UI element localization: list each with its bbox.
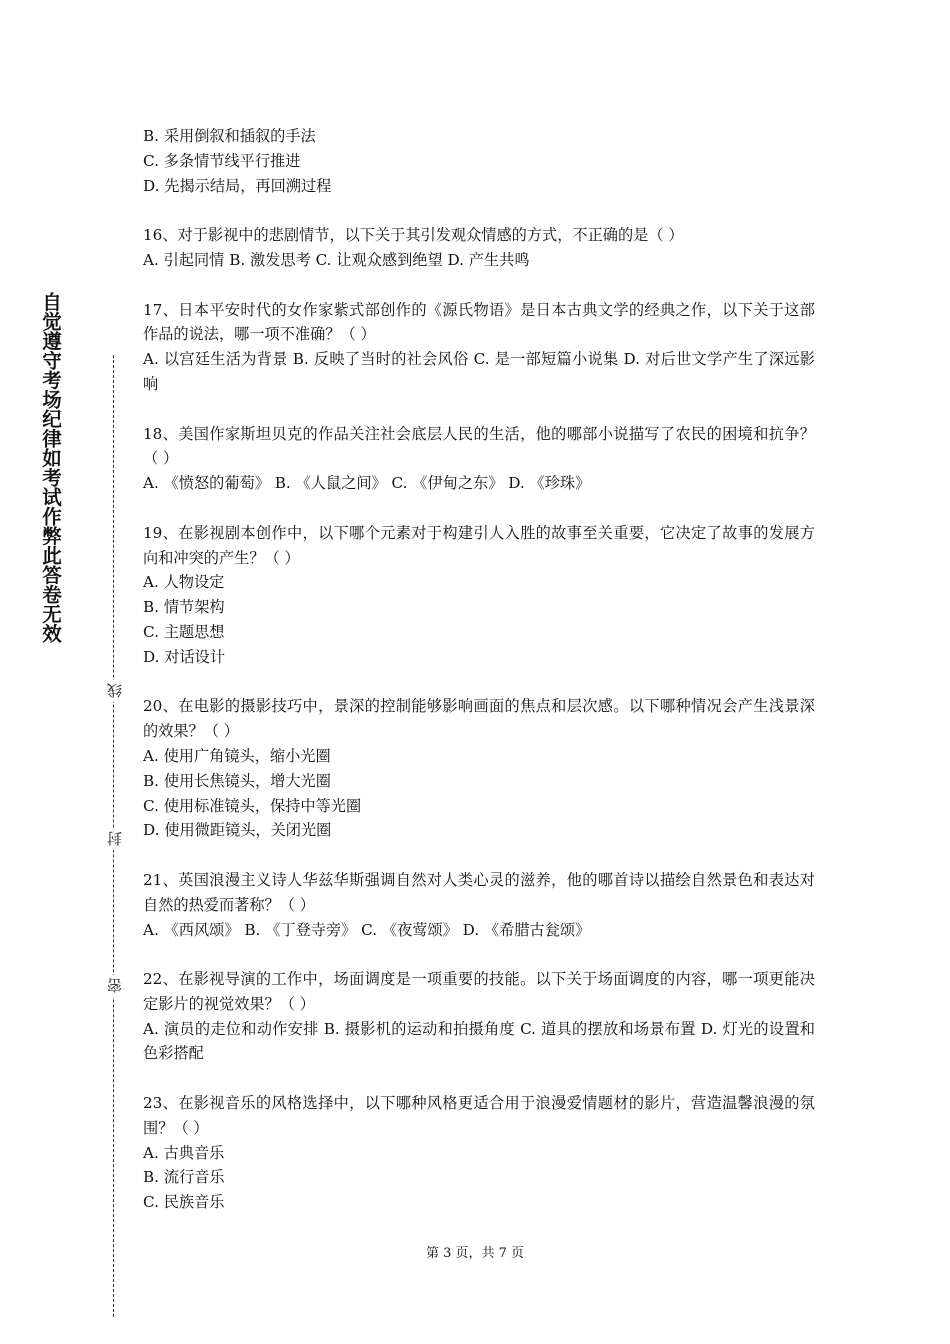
option: C. 民族音乐 <box>143 1193 225 1212</box>
binding-label-line: 线 <box>104 680 124 702</box>
option: A. 人物设定 <box>143 573 225 592</box>
binding-label-seal: 封 <box>104 828 124 850</box>
question-23 <box>143 1091 815 1215</box>
question-20 <box>143 694 815 843</box>
question-text: 16、对于影视中的悲剧情节，以下关于其引发观众情感的方式，不正确的是（ ） <box>143 226 684 245</box>
option: B. 情节架构 <box>143 598 225 617</box>
question-text: 19、在影视剧本创作中，以下哪个元素对于构建引人入胜的故事至关重要，它决定了故事的发展方向和冲突的产生？（ ） <box>143 523 815 567</box>
question-text: 23、在影视音乐的风格选择中，以下哪种风格更适合用于浪漫爱情题材的影片，营造温馨浪漫的氛围？（ ） <box>143 1094 815 1137</box>
option: A. 使用广角镜头，缩小光圈 <box>143 746 331 765</box>
option: D. 先揭示结局，再回溯过程 <box>143 176 332 195</box>
exam-warning-text: 自觉遵守考场纪律如考试作弊此答卷无效 <box>39 292 62 643</box>
question-text: 22、在影视导演的工作中，场面调度是一项重要的技能。以下关于场面调度的内容，哪一项更能决定影片的视觉效果？（ ） <box>143 970 815 1013</box>
option: B. 流行音乐 <box>143 1168 225 1187</box>
question-21 <box>143 868 815 942</box>
question-18 <box>143 422 815 496</box>
question-text: 18、美国作家斯坦贝克的作品关注社会底层人民的生活，他的哪部小说描写了农民的困境和抗争？（ ） <box>143 424 815 468</box>
question-options: A. 引起同情 B. 激发思考 C. 让观众感到绝望 D. 产生共鸣 <box>143 250 530 269</box>
option: B. 采用倒叙和插叙的手法 <box>143 127 316 145</box>
option: D. 对话设计 <box>143 647 226 666</box>
question-22 <box>143 967 815 1066</box>
option: C. 主题思想 <box>143 622 225 641</box>
option: C. 多条情节线平行推进 <box>143 151 301 170</box>
question-options: A. 以宫廷生活为背景 B. 反映了当时的社会风俗 C. 是一部短篇小说集 D. 对后世文学产生了深远影响 <box>143 350 815 393</box>
continued-options <box>143 124 815 198</box>
question-text: 17、日本平安时代的女作家紫式部创作的《源氏物语》是日本古典文学的经典之作，以下关于这部作品的说法，哪一项不准确？（ ） <box>143 300 815 344</box>
question-content <box>143 124 815 1215</box>
option: A. 古典音乐 <box>143 1143 225 1162</box>
question-19 <box>143 521 815 670</box>
question-17 <box>143 298 815 397</box>
question-options: A. 《愤怒的葡萄》 B. 《人鼠之间》 C. 《伊甸之东》 D. 《珍珠》 <box>143 474 591 493</box>
question-options: A. 《西风颂》 B. 《丁登寺旁》 C. 《夜莺颂》 D. 《希腊古瓮颂》 <box>143 920 591 939</box>
page-number: 第 3 页，共 7 页 <box>425 1246 525 1261</box>
option: C. 使用标准镜头，保持中等光圈 <box>143 796 362 815</box>
binding-label-secret: 密 <box>104 975 124 997</box>
question-options: A. 演员的走位和动作安排 B. 摄影机的运动和拍摄角度 C. 道具的摆放和场景布置 D. 灯光的设置和色彩搭配 <box>143 1019 815 1063</box>
option: B. 使用长焦镜头，增大光圈 <box>143 771 331 790</box>
question-text: 21、英国浪漫主义诗人华兹华斯强调自然对人类心灵的滋养，他的哪首诗以描绘自然景色和表达对自然的热爱而著称？（ ） <box>143 870 815 914</box>
question-text: 20、在电影的摄影技巧中，景深的控制能够影响画面的焦点和层次感。以下哪种情况会产生浅景深的效果？（ ） <box>143 697 815 741</box>
option: D. 使用微距镜头，关闭光圈 <box>143 821 332 840</box>
question-16 <box>143 223 815 273</box>
